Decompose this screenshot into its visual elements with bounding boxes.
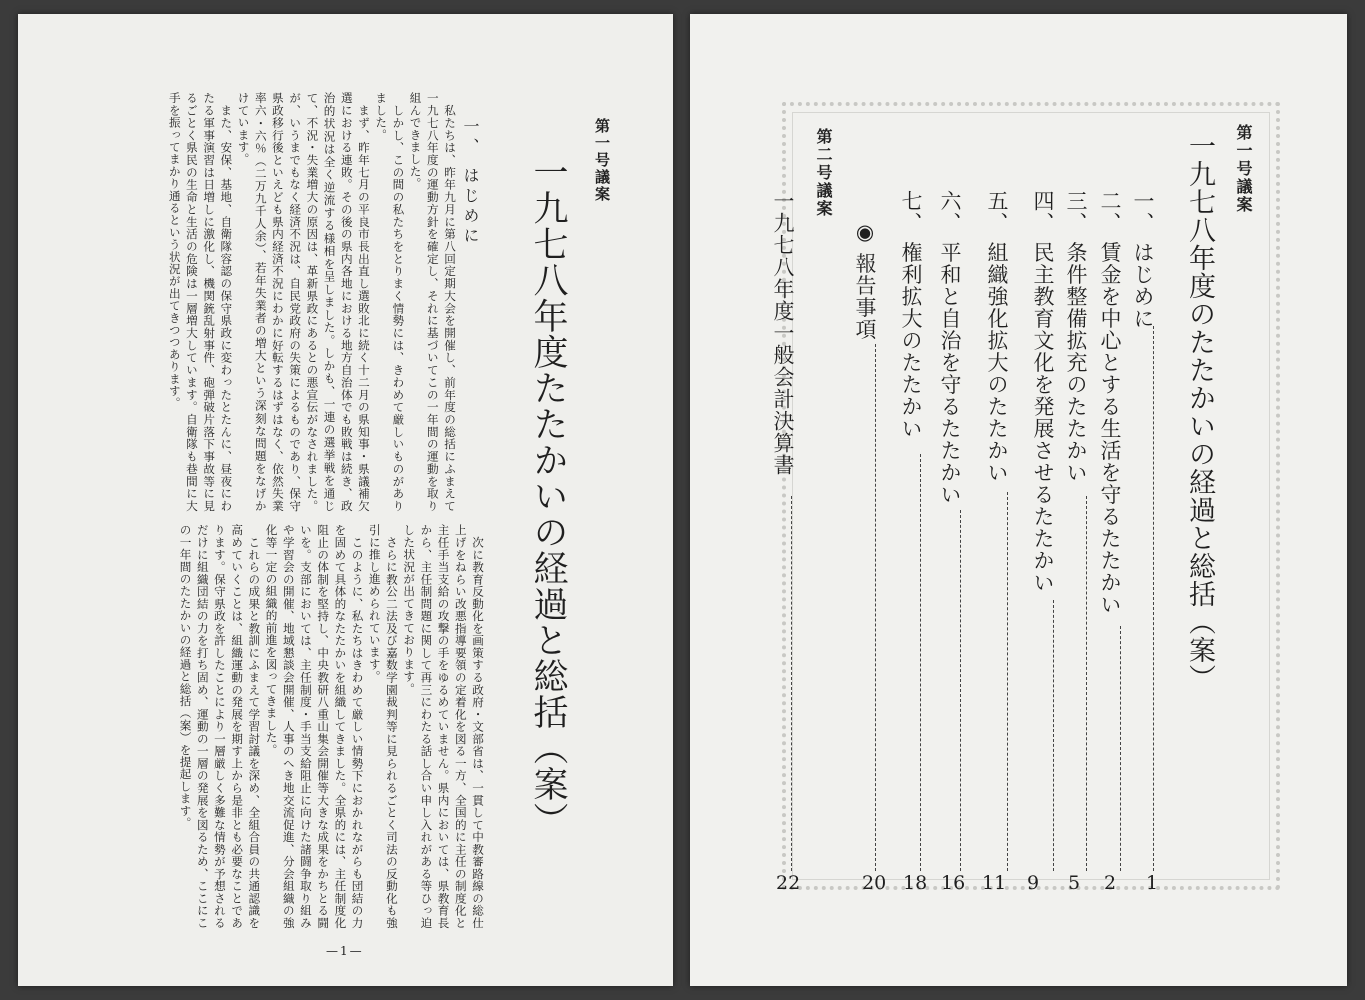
toc-item-report[interactable]: ◉ 報告事項 <box>853 220 877 341</box>
toc-agenda2-label: 第二号議案 <box>814 128 833 218</box>
main-title: 一九七八年度たたかいの経過と総括（案） <box>528 154 568 838</box>
toc-agenda2-item[interactable]: 一九七八年度一般会計決算書 <box>771 190 795 476</box>
paragraph: 私たちは、昨年九月に第八回定期大会を開催し、前年度の総括にふまえて一九七八年度の運動方針を確定し、それに基づいてこの一年間の運動を取り組んできました。 <box>408 92 457 512</box>
lower-body-text <box>106 524 486 929</box>
toc-page-6: 16 <box>941 872 966 894</box>
paragraph: まず、昨年七月の平良市長出直し選敗北に続く十二月の県知事・県議補欠選における連敗。その後の県内各地における地方自治体でも敗戦は続き、政治的状況は全く逆流する様相を呈しました。しかも、一連の選挙戦を通じて、不況・失業増大の原因は、革新県政にあるとの悪宣伝がなされました。が、いうまでもなく経済不況は、自民党政府の失策によるものであり、保守県政移行後といえども県内経済不況にわかに好転するはずはなく、依然失業率六・六％（二万九千人余）、若年失業者の増大という深刻な問題をなげかけています。 <box>236 92 371 512</box>
bleed-through-text <box>498 74 638 474</box>
toc-agenda2-page: 22 <box>776 872 801 894</box>
paragraph: これらの成果と教訓にふまえて学習討議を深め、全組合員の共通認識を高めていくことは、組織運動の発展を期す上から是非とも必要なことであります。保守県政を許したことにより一層厳しく多難な情勢が予想されるだけに組織団結の力を打ち固め、運動の一層の発展を図るため、ここにこの一年間のたたかいの経過と総括（案）を提起します。 <box>178 524 262 929</box>
toc-item-4[interactable]: 四、 民主教育文化を発展させるたたかい <box>1031 190 1055 594</box>
upper-body-text <box>88 92 458 512</box>
toc-page-2: 2 <box>1104 872 1117 894</box>
toc-leader <box>1053 600 1054 871</box>
toc-item-2[interactable]: 二、 賃金を中心とする生活を守るたたかい <box>1098 190 1122 616</box>
toc-leader <box>920 454 921 871</box>
agenda-label: 第一号議案 <box>593 118 611 203</box>
left-page <box>18 14 673 986</box>
toc-page-4: 9 <box>1027 872 1040 894</box>
toc-page-7: 18 <box>903 872 928 894</box>
toc-item-5[interactable]: 五、 組織強化拡大のたたかい <box>985 190 1009 484</box>
toc-leader <box>1086 496 1087 871</box>
right-page <box>690 14 1347 986</box>
toc-page-1: 1 <box>1146 872 1159 894</box>
toc-leader <box>1153 326 1154 871</box>
paragraph: このように、私たちはきわめて厳しい情勢下におかれながらも団結の力を固めて具体的なたたかいを組織してきました。全県的には、主任制度化阻止の体制を堅持し、中央教研八重山集会開催等大きな成果をかちとる闘いを。支部においては、主任制度・手当支給阻止に向けた諸闘争取り組みや学習会の開催、地域懇談会開催、人事のへき地交流促進、分会組織の強化等一定の組織的前進を図ってきました。 <box>264 524 365 929</box>
toc-agenda1-title: 一九七八年度のたたかいの経過と総括（案） <box>1184 132 1215 692</box>
toc-leader <box>1120 626 1121 871</box>
paragraph: また、安保、基地、自衛隊容認の保守県政に変わったとたんに、昼夜にわたる軍事演習は日増しに激化し、機関銃乱射事件、砲弾破片落下事故等に見るごとく県民の生命と生活の危険は一層増大しています。自衛隊も巷間に大手を振ってまかり通るという状況が出てきつつあります。 <box>167 92 234 512</box>
paragraph: 次に教育反動化を画策する政府・文部省は、一貫して中教審路線の総仕上げをねらい改悪指導要領の定着化を図る一方、全国的に主任の制度化と主任手当支給の攻撃の手をゆるめていません。県内においては、県教育長から、主任制問題に関して再三にわたる話し合い申し入れがある等ひっ迫した状況が出てきております。 <box>402 524 485 929</box>
paragraph: さらに教公二法及び嘉数学園裁判等に見られるごとく司法の反動化も強引に推し進められています。 <box>367 524 399 929</box>
page-number: —1— <box>326 944 364 958</box>
section-heading: 一、 はじめに <box>461 118 480 248</box>
toc-item-1[interactable]: 一、 はじめに <box>1131 190 1155 330</box>
paragraph: しかし、この間の私たちをとりまく情勢には、きわめて厳しいものがありました。 <box>374 92 406 512</box>
toc-agenda1-label: 第一号議案 <box>1234 124 1253 214</box>
toc-leader <box>1007 492 1008 871</box>
toc-page-5: 11 <box>982 872 1007 894</box>
toc-leader <box>875 344 876 871</box>
toc-page-3: 5 <box>1068 872 1081 894</box>
toc-item-6[interactable]: 六、 平和と自治を守るたたかい <box>938 190 962 506</box>
toc-item-3[interactable]: 三、 条件整備拡充のたたかい <box>1064 190 1088 484</box>
toc-leader <box>791 496 792 871</box>
toc-leader <box>960 510 961 871</box>
toc-page-report: 20 <box>862 872 887 894</box>
toc-item-7[interactable]: 七、 権利拡大のたたかい <box>899 190 923 440</box>
